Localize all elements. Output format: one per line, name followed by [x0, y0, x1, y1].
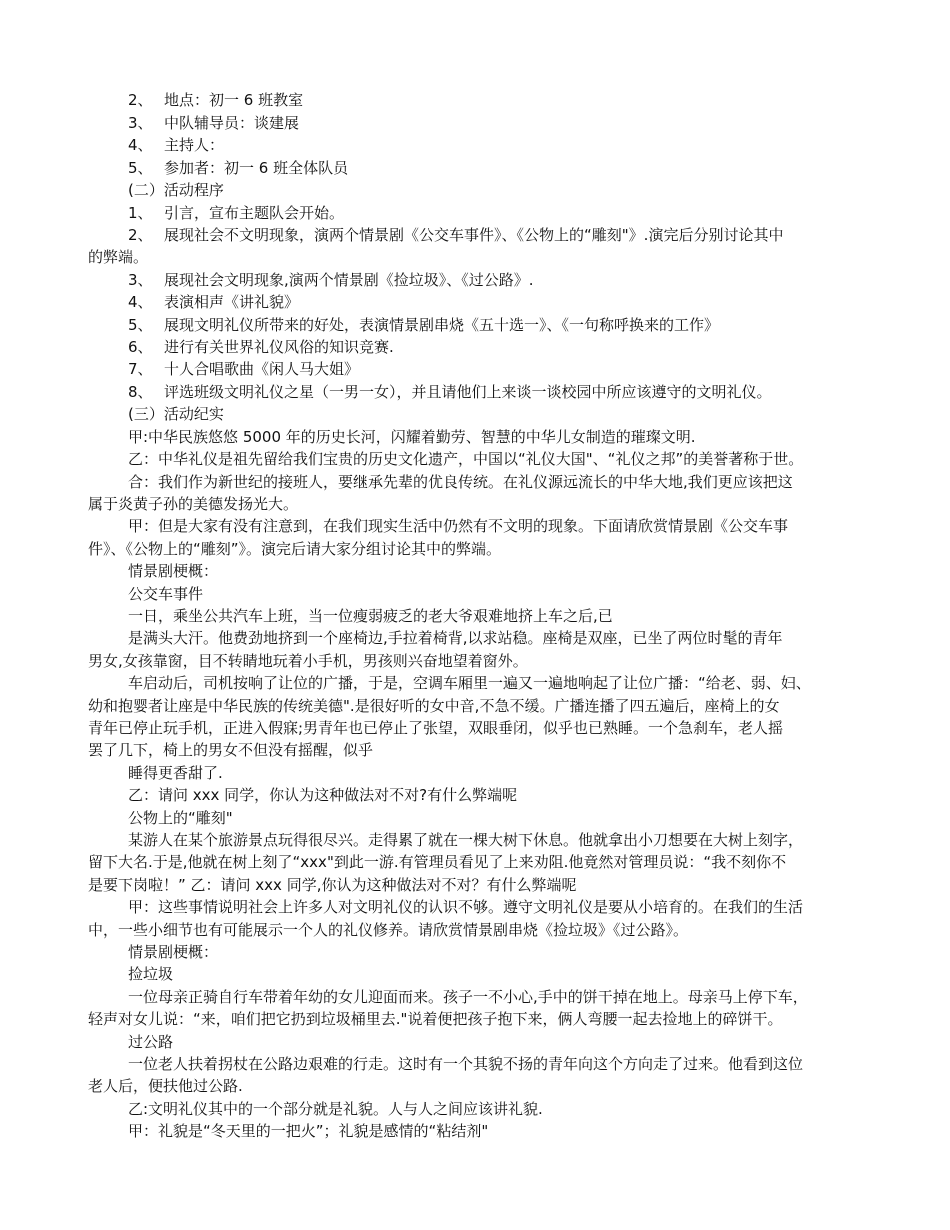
list-item: 8、 评选班级文明礼仪之星（一男一女），并且请他们上来谈一谈校园中所应该遵守的文明礼仪。 [128, 383, 772, 401]
paragraph-line: 罢了几下，椅上的男女不但没有摇醒，似乎 [88, 741, 374, 759]
section-heading: (三）活动纪实 [128, 405, 224, 423]
list-item: 4、 表演相声《讲礼貌》 [128, 293, 300, 311]
list-item: 5、 参加者：初一 6 班全体队员 [128, 159, 349, 177]
paragraph-line: 车启动后，司机按响了让位的广播，于是，空调车厢里一遍又一遍地响起了让位广播：“给老、弱、妇、 [128, 674, 811, 692]
paragraph-line: 睡得更香甜了. [128, 764, 223, 782]
list-item: 4、 主持人： [128, 136, 225, 154]
paragraph-line: 捡垃圾 [128, 965, 174, 983]
paragraph-line: 情景剧梗概： [128, 562, 219, 580]
paragraph-line: 一日，乘坐公共汽车上班，当一位瘦弱疲乏的老大爷艰难地挤上车之后,已 [128, 607, 613, 625]
paragraph-line: 乙：请问 xxx 同学，你认为这种做法对不对?有什么弊端呢 [128, 786, 518, 804]
list-item: 2、 地点：初一 6 班教室 [128, 91, 304, 109]
paragraph-line: 一位老人扶着拐杖在公路边艰难的行走。这时有一个其貌不扬的青年向这个方向走了过来。他看到这位 [128, 1055, 804, 1073]
paragraph-line: 过公路 [128, 1033, 174, 1051]
paragraph-line: 甲：礼貌是“冬天里的一把火”；礼貌是感情的“粘结剂" [128, 1122, 489, 1140]
list-item: 6、 进行有关世界礼仪风俗的知识竞赛. [128, 338, 394, 356]
paragraph-line: 中，一些小细节也有可能展示一个人的礼仪修养。请欣赏情景剧串烧《捡垃圾》《过公路》。 [88, 921, 689, 939]
paragraph-line: 是要下岗啦！” 乙：请问 xxx 同学,你认为这种做法对不对？有什么弊端呢 [88, 876, 577, 894]
paragraph-line: 幼和抱婴者让座是中华民族的传统美德".是很好听的女中音,不急不缓。广播连播了四五遍后，座椅上的女 [88, 697, 780, 715]
list-item: 3、 中队辅导员：谈建展 [128, 114, 300, 132]
paragraph-line: 留下大名.于是,他就在树上刻了“xxx"到此一游.有管理员看见了上来劝阻.他竟然对管理员说：“我不刻你不 [88, 853, 787, 871]
paragraph-line: 合：我们作为新世纪的接班人，要继承先辈的优良传统。在礼仪源远流长的中华大地,我们更应该把这 [128, 473, 793, 491]
paragraph-line: 是满头大汗。他费劲地挤到一个座椅边,手拉着椅背,以求站稳。座椅是双座，已坐了两位时髦的青年 [128, 629, 783, 647]
paragraph-line: 甲:中华民族悠悠 5000 年的历史长河，闪耀着勤劳、智慧的中华儿女制造的璀璨文明. [128, 428, 696, 446]
paragraph-line: 公物上的“雕刻" [128, 809, 233, 827]
section-heading: (二）活动程序 [128, 181, 224, 199]
list-item: 1、 引言，宣布主题队会开始。 [128, 204, 345, 222]
paragraph-line: 乙：中华礼仪是祖先留给我们宝贵的历史文化遗产，中国以“礼仪大国"、“礼仪之邦”的美誉著称于世。 [128, 450, 804, 468]
paragraph-line: 甲：这些事情说明社会上许多人对文明礼仪的认识不够。遵守文明礼仪是要从小培育的。在我们的生活 [128, 898, 804, 916]
paragraph-line: 属于炎黄子孙的美德发扬光大。 [88, 495, 299, 513]
paragraph-line: 某游人在某个旅游景点玩得很尽兴。走得累了就在一棵大树下休息。他就拿出小刀想要在大树上刻字， [128, 831, 804, 849]
list-item: 5、 展现文明礼仪所带来的好处，表演情景剧串烧《五十选一》、《一句称呼换来的工作》 [128, 316, 720, 334]
paragraph-line: 青年已停止玩手机，正进入假寐;男青年也已停止了张望，双眼垂闭，似乎也已熟睡。一个急刹车，老人摇 [88, 719, 784, 737]
paragraph-line: 情景剧梗概： [128, 943, 219, 961]
list-item: 7、 十人合唱歌曲《闲人马大姐》 [128, 360, 360, 378]
paragraph-line: 件》、《公物上的“雕刻”》。演完后请大家分组讨论其中的弊端。 [88, 540, 502, 558]
paragraph-line: 公交车事件 [128, 585, 204, 603]
list-item: 3、 展现社会文明现象,演两个情景剧《捡垃圾》、《过公路》. [128, 271, 534, 289]
paragraph-line: 乙:文明礼仪其中的一个部分就是礼貌。人与人之间应该讲礼貌. [128, 1100, 543, 1118]
paragraph-line: 的弊端。 [88, 248, 149, 266]
paragraph-line: 老人后，便扶他过公路. [88, 1077, 243, 1095]
paragraph-line: 轻声对女儿说：“来，咱们把它扔到垃圾桶里去."说着便把孩子抱下来，俩人弯腰一起去捡地上的碎饼干。 [88, 1010, 783, 1028]
list-item: 2、 展现社会不文明现象，演两个情景剧《公交车事件》、《公物上的“雕刻"》.演完后分别讨论其中 [128, 226, 784, 244]
paragraph-line: 男女,女孩靠窗，目不转睛地玩着小手机，男孩则兴奋地望着窗外。 [88, 652, 528, 670]
paragraph-line: 甲：但是大家有没有注意到，在我们现实生活中仍然有不文明的现象。下面请欣赏情景剧《公交车事 [128, 517, 789, 535]
paragraph-line: 一位母亲正骑自行车带着年幼的女儿迎面而来。孩子一不小心,手中的饼干掉在地上。母亲马上停下车， [128, 988, 808, 1006]
